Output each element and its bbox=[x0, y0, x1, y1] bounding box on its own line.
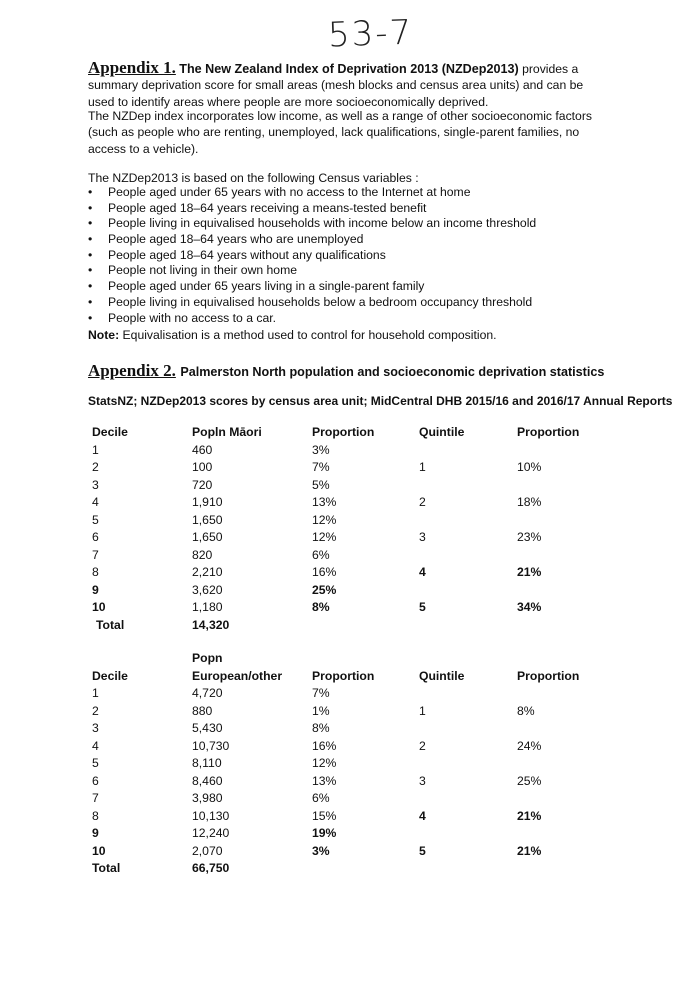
table-cell bbox=[312, 617, 419, 635]
table-cell: 2 bbox=[419, 495, 426, 509]
table-cell: Total bbox=[96, 617, 125, 632]
table-cell: 3 bbox=[92, 477, 99, 492]
table-cell bbox=[517, 582, 607, 600]
table-cell bbox=[419, 755, 517, 773]
table-cell: 1,650 bbox=[192, 530, 223, 544]
list-item: • People living in equivalised households below a bedroom occupancy threshold bbox=[88, 294, 533, 309]
list-item: • People aged 18–64 years receiving a means-tested benefit bbox=[88, 200, 427, 215]
table-cell bbox=[419, 685, 517, 703]
maori-deprivation-table bbox=[92, 424, 607, 634]
census-variables-list bbox=[88, 185, 536, 326]
table-cell: 8,110 bbox=[192, 756, 222, 770]
table-cell: 7% bbox=[312, 686, 330, 700]
table-cell bbox=[419, 547, 517, 565]
table-cell bbox=[419, 582, 517, 600]
table-row bbox=[92, 599, 607, 617]
table-cell: 8% bbox=[312, 600, 330, 614]
table-cell: 34% bbox=[517, 600, 542, 614]
table-cell: 12% bbox=[312, 530, 337, 544]
table-row bbox=[92, 720, 607, 738]
table-row bbox=[92, 582, 607, 600]
data-source-line: StatsNZ; NZDep2013 scores by census area unit; MidCentral DHB 2015/16 and 2016/17 Annual Reports bbox=[88, 394, 673, 408]
table-cell: 8 bbox=[92, 565, 99, 579]
list-item: • People aged under 65 years living in a single-parent family bbox=[88, 279, 425, 294]
appendix1-intro bbox=[88, 60, 608, 110]
table-total-row bbox=[92, 617, 607, 635]
table-cell: 6 bbox=[92, 530, 99, 544]
table-cell: 5 bbox=[419, 843, 426, 858]
table-cell: 1 bbox=[92, 686, 99, 700]
appendix2-header bbox=[88, 361, 604, 381]
table-cell: 6% bbox=[312, 547, 330, 562]
table-cell: 15% bbox=[312, 808, 337, 823]
list-item: • People living in equivalised households with income below an income threshold bbox=[88, 216, 537, 231]
table-cell: 1 bbox=[92, 442, 99, 457]
table-cell bbox=[517, 512, 607, 530]
table-cell: 820 bbox=[192, 547, 213, 562]
table-cell: 8% bbox=[517, 703, 535, 718]
table-cell: 7% bbox=[312, 460, 330, 474]
table-row bbox=[92, 477, 607, 495]
table-cell: 5% bbox=[312, 477, 330, 492]
header-proportion: Proportion bbox=[312, 425, 375, 439]
table-cell: 13% bbox=[312, 773, 337, 788]
table-cell: 24% bbox=[517, 738, 542, 753]
table-header-row-top bbox=[92, 650, 607, 668]
table-cell: 3 bbox=[419, 773, 426, 788]
table-cell: 3 bbox=[419, 530, 426, 544]
table-row bbox=[92, 703, 607, 721]
list-item: • People aged 18–64 years who are unemployed bbox=[88, 232, 364, 247]
table-cell: 6% bbox=[312, 791, 330, 805]
table-row bbox=[92, 442, 607, 460]
list-item: • People aged under 65 years with no access to the Internet at home bbox=[88, 185, 471, 199]
table-cell bbox=[517, 617, 607, 635]
table-row bbox=[92, 547, 607, 565]
table-cell: 1 bbox=[419, 460, 426, 474]
table-cell: 880 bbox=[192, 703, 213, 718]
table-cell bbox=[419, 720, 517, 738]
table-cell: 18% bbox=[517, 495, 542, 509]
table-row bbox=[92, 494, 607, 512]
table-cell: 10 bbox=[92, 600, 106, 614]
table-cell: 9 bbox=[92, 826, 99, 840]
table-header-row bbox=[92, 424, 607, 442]
table-row bbox=[92, 790, 607, 808]
european-deprivation-table bbox=[92, 650, 607, 878]
table-cell: 1% bbox=[312, 703, 330, 718]
table-cell: 100 bbox=[192, 460, 213, 474]
list-item: • People aged 18–64 years without any qualifications bbox=[88, 247, 386, 262]
table-cell: 12,240 bbox=[192, 826, 230, 840]
table-cell: 3% bbox=[312, 442, 330, 457]
table-cell bbox=[517, 790, 607, 808]
table-cell: 6 bbox=[92, 773, 99, 788]
table-cell: 2 bbox=[419, 738, 426, 753]
table-cell: 16% bbox=[312, 565, 337, 579]
table-cell bbox=[419, 860, 517, 878]
table-cell: 21% bbox=[517, 808, 542, 823]
appendix1-para2: The NZDep index incorporates low income, as well as a range of other socioeconomic factors (such as people who are renting, unemployed, lack qualifications, single-parent families, no access to a vehicle). bbox=[88, 109, 592, 156]
table-cell: 10,130 bbox=[192, 808, 230, 823]
table-cell: 16% bbox=[312, 738, 337, 753]
table-cell: 21% bbox=[517, 565, 542, 579]
table-row bbox=[92, 529, 607, 547]
table-cell: 7 bbox=[92, 791, 99, 805]
table-row bbox=[92, 843, 607, 861]
table-row bbox=[92, 738, 607, 756]
header-popn: Popn bbox=[192, 651, 223, 665]
table-cell bbox=[517, 685, 607, 703]
table-cell: 12% bbox=[312, 512, 337, 527]
table-cell: 1,180 bbox=[192, 600, 223, 614]
table-cell bbox=[312, 650, 419, 668]
table-cell: 5 bbox=[92, 512, 99, 527]
table-cell: 2 bbox=[92, 703, 99, 718]
table-cell: 25% bbox=[312, 582, 337, 597]
table-cell: 1 bbox=[419, 703, 426, 718]
table-cell bbox=[312, 860, 419, 878]
table-cell: 10% bbox=[517, 460, 542, 474]
equivalisation-note bbox=[88, 327, 608, 343]
header-quintile: Quintile bbox=[419, 668, 465, 683]
table-cell: 19% bbox=[312, 826, 337, 840]
table-cell bbox=[419, 790, 517, 808]
table-cell bbox=[517, 650, 607, 668]
table-cell bbox=[419, 617, 517, 635]
appendix1-heading: Appendix 1. bbox=[88, 58, 176, 77]
table-cell: 10,730 bbox=[192, 738, 230, 753]
header-quintile-proportion: Proportion bbox=[517, 668, 580, 683]
table-cell: 5 bbox=[419, 600, 426, 614]
table-cell: 3,980 bbox=[192, 791, 223, 805]
table-cell: 4 bbox=[92, 495, 99, 509]
table-cell bbox=[517, 720, 607, 738]
table-cell bbox=[517, 547, 607, 565]
table-row bbox=[92, 808, 607, 826]
table-cell: 23% bbox=[517, 530, 542, 544]
header-popln-maori: Popln Māori bbox=[192, 425, 262, 439]
header-proportion: Proportion bbox=[312, 668, 375, 683]
table-cell bbox=[517, 477, 607, 495]
table-cell: 8 bbox=[92, 808, 99, 823]
appendix2-heading: Appendix 2. bbox=[88, 361, 176, 380]
table-cell: 3,620 bbox=[192, 582, 223, 597]
table-row bbox=[92, 459, 607, 477]
table-row bbox=[92, 755, 607, 773]
header-european-other: European/other bbox=[192, 668, 283, 683]
table-cell: 4 bbox=[92, 738, 99, 753]
table-cell: 4 bbox=[419, 808, 426, 823]
table-cell: 5,430 bbox=[192, 721, 223, 735]
note-label: Note: bbox=[88, 328, 120, 342]
handwritten-page-number: 53-7 bbox=[327, 12, 414, 56]
list-item: • People with no access to a car. bbox=[88, 310, 277, 325]
table-cell bbox=[517, 825, 607, 843]
table-cell: 7 bbox=[92, 547, 99, 562]
table-cell: 12% bbox=[312, 756, 337, 770]
table-cell: 13% bbox=[312, 495, 337, 509]
table-cell bbox=[419, 650, 517, 668]
table-cell: 720 bbox=[192, 477, 213, 492]
appendix1-title: The New Zealand Index of Deprivation 2013 (NZDep2013) bbox=[179, 62, 519, 76]
header-decile: Decile bbox=[92, 425, 128, 439]
table-row bbox=[92, 685, 607, 703]
table-cell: 2,210 bbox=[192, 565, 223, 579]
table-cell: 2 bbox=[92, 460, 99, 474]
table-cell: 5 bbox=[92, 756, 99, 770]
table-total-row bbox=[92, 860, 607, 878]
header-decile: Decile bbox=[92, 668, 128, 683]
table-cell: 10 bbox=[92, 843, 106, 858]
table-cell bbox=[419, 512, 517, 530]
table-cell bbox=[92, 650, 192, 668]
appendix1-intro-text: provides a summary deprivation score for small areas (mesh blocks and census area units) and can be used to identify areas where people are more socioeconomically deprived. bbox=[88, 62, 584, 109]
table-cell: 1,910 bbox=[192, 495, 223, 509]
table-cell: 460 bbox=[192, 442, 213, 457]
table-cell: 9 bbox=[92, 582, 99, 597]
table-cell bbox=[419, 442, 517, 460]
table-cell: 3 bbox=[92, 721, 99, 735]
appendix2-title: Palmerston North population and socioeconomic deprivation statistics bbox=[180, 365, 605, 379]
table-cell: 14,320 bbox=[192, 617, 230, 632]
table-cell: 66,750 bbox=[192, 861, 230, 875]
table-row bbox=[92, 825, 607, 843]
table-cell: 4 bbox=[419, 565, 426, 579]
table-cell: 25% bbox=[517, 773, 542, 788]
table-cell: 4,720 bbox=[192, 686, 223, 700]
table-cell: 8% bbox=[312, 721, 330, 735]
table-header-row bbox=[92, 668, 607, 686]
table-cell bbox=[517, 755, 607, 773]
table-row bbox=[92, 512, 607, 530]
table-cell bbox=[419, 477, 517, 495]
table-cell: 21% bbox=[517, 843, 542, 858]
table-cell: 8,460 bbox=[192, 773, 223, 788]
header-quintile-proportion: Proportion bbox=[517, 425, 580, 439]
list-item: • People not living in their own home bbox=[88, 263, 298, 278]
table-cell bbox=[517, 860, 607, 878]
table-cell bbox=[419, 825, 517, 843]
table-cell: 2,070 bbox=[192, 843, 223, 858]
table-cell bbox=[517, 442, 607, 460]
table-cell: 1,650 bbox=[192, 512, 223, 527]
note-text: Equivalisation is a method used to control for household composition. bbox=[119, 328, 497, 342]
table-cell: Total bbox=[92, 861, 121, 875]
table-row bbox=[92, 773, 607, 791]
appendix1-para3: The NZDep2013 is based on the following Census variables : bbox=[88, 171, 419, 185]
table-row bbox=[92, 564, 607, 582]
header-quintile: Quintile bbox=[419, 425, 465, 439]
table-cell: 3% bbox=[312, 843, 330, 858]
